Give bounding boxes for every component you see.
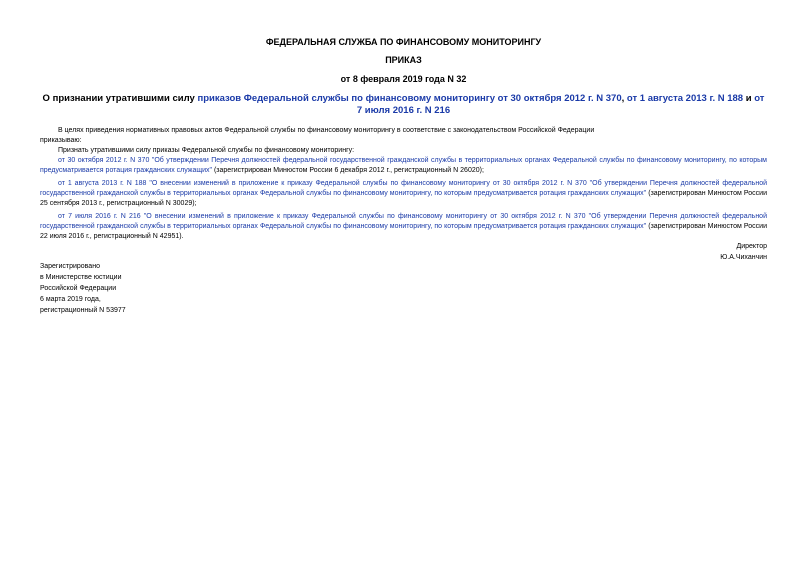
document-date: от 8 февраля 2019 года N 32	[340, 74, 467, 84]
document-title	[40, 93, 767, 117]
registration-line: Зарегистрировано	[40, 263, 100, 270]
registration-note: (зарегистрирован Минюстом России 6 декабря 2012 г., регистрационный N 26020);	[212, 167, 484, 174]
signer-name: Ю.А.Чиханчин	[720, 254, 767, 261]
signature-block	[720, 241, 767, 263]
title-link-order-216[interactable]: от 7 июля 2016 г. N 216	[356, 93, 765, 116]
list-item	[40, 179, 767, 209]
title-conjunction: и	[743, 93, 755, 104]
order-link-216[interactable]: от 7 июля 2016 г. N 216 "О внесении изменений в приложение к приказу Федеральной службы по финансовому мониторингу от 30 октября 2012 г. N 370 "Об утверждении Перечня должностей федеральной государственной гражданской службы в территориальных органах Федеральной службы по финансовому мониторингу, по которым предусматривается ротация гражданских служащих"	[40, 213, 767, 230]
order-link-188[interactable]: от 1 августа 2013 г. N 188 "О внесении изменений в приложение к приказу Федеральной службы по финансовому мониторингу от 30 октября 2012 г. N 370 "Об утверждении Перечня должностей федеральной государственной гражданской службы в территориальных органах Федеральной службы по финансовому мониторингу, по которым предусматривается ротация гражданских служащих"	[40, 180, 767, 197]
registration-line: в Министерстве юстиции	[40, 274, 122, 281]
list-item	[40, 212, 767, 242]
registration-date: 6 марта 2019 года,	[40, 296, 101, 303]
registration-note: (зарегистрирован Минюстом России 22 июля 2016 г., регистрационный N 42951).	[40, 223, 768, 240]
registration-number: регистрационный N 53977	[40, 307, 126, 314]
title-link-order-188[interactable]: от 1 августа 2013 г. N 188	[626, 93, 744, 104]
order-word: приказываю:	[40, 137, 82, 144]
agency-name: ФЕДЕРАЛЬНАЯ СЛУЖБА ПО ФИНАНСОВОМУ МОНИТОРИНГУ	[265, 37, 542, 47]
recognize-paragraph: Признать утратившими силу приказы Федеральной службы по финансовому мониторингу:	[58, 147, 355, 154]
document-body	[40, 126, 767, 242]
registration-note: (зарегистрирован Минюстом России 25 сентября 2013 г., регистрационный N 30029);	[40, 190, 768, 207]
list-item	[40, 156, 767, 176]
title-separator: ,	[621, 93, 627, 104]
title-prefix: О признании утратившими силу	[42, 93, 198, 104]
document-type: ПРИКАЗ	[385, 55, 422, 65]
signer-position: Директор	[736, 243, 767, 250]
title-link-order-370[interactable]: приказов Федеральной службы по финансовому мониторингу от 30 октября 2012 г. N 370	[197, 93, 622, 104]
registration-line: Российской Федерации	[40, 285, 117, 292]
registration-block	[40, 261, 126, 316]
intro-paragraph: В целях приведения нормативных правовых актов Федеральной службы по финансовому мониторингу в соответствие с законодательством Российской Федерации	[58, 127, 595, 134]
order-link-370[interactable]: от 30 октября 2012 г. N 370 "Об утверждении Перечня должностей федеральной государственной гражданской службы в территориальных органах Федеральной службы по финансовому мониторингу, по которым предусматривается ротация гражданских служащих"	[40, 157, 767, 174]
